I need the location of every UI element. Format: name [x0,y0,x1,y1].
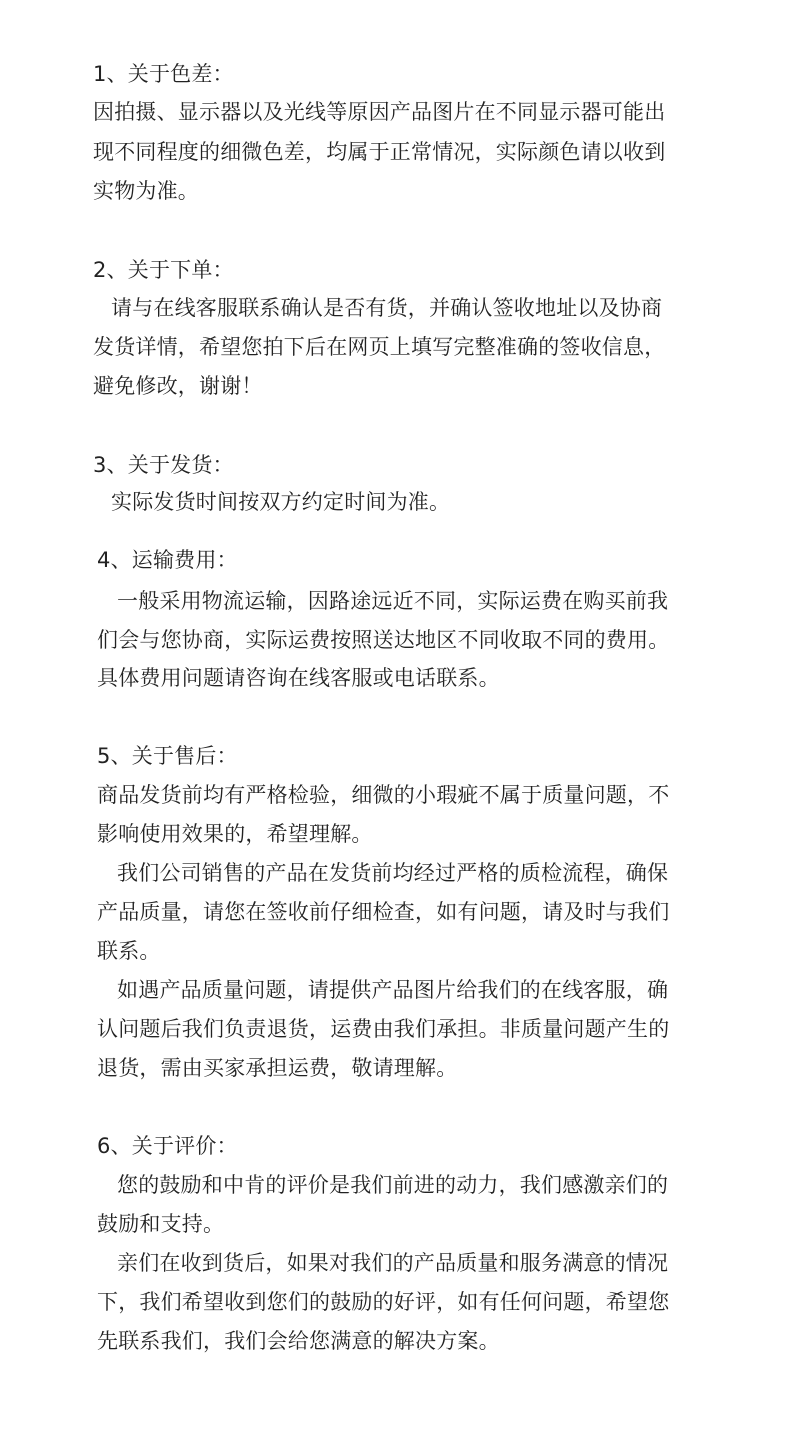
section-3-line-1: 实际发货时间按双方约定时间为准。 [111,490,451,514]
section-5-line-4: 产品质量，请您在签收前仔细检查，如有问题，请及时与我们 [97,900,670,924]
section-2-line-1: 请与在线客服联系确认是否有货，并确认签收地址以及协商 [111,296,663,320]
section-5-line-3: 我们公司销售的产品在发货前均经过严格的质检流程，确保 [117,861,669,885]
section-6-heading: 6、关于评价： [97,1134,238,1158]
section-4-line-1: 一般采用物流运输，因路途远近不同，实际运费在购买前我 [117,589,669,613]
section-2-line-3: 避免修改，谢谢！ [93,374,263,398]
section-1-line-3: 实物为准。 [93,179,199,203]
section-6-line-4: 下，我们希望收到您们的鼓励的好评，如有任何问题，希望您 [97,1290,670,1314]
section-5-heading: 5、关于售后： [97,744,238,768]
section-6-line-1: 您的鼓励和中肯的评价是我们前进的动力，我们感激亲们的 [117,1173,669,1197]
section-1-heading: 1、关于色差： [93,62,234,86]
section-4-line-2: 们会与您协商，实际运费按照送达地区不同收取不同的费用。 [97,628,670,652]
section-4-heading: 4、运输费用： [97,548,238,572]
section-5-line-8: 退货，需由买家承担运费，敬请理解。 [97,1056,458,1080]
section-2-line-2: 发货详情，希望您拍下后在网页上填写完整准确的签收信息， [93,335,666,359]
section-1-line-2: 现不同程度的细微色差，均属于正常情况，实际颜色请以收到 [93,140,666,164]
section-5-line-1: 商品发货前均有严格检验，细微的小瑕疵不属于质量问题，不 [97,783,670,807]
section-3-heading: 3、关于发货： [93,453,234,477]
section-6-line-2: 鼓励和支持。 [97,1212,225,1236]
section-4-line-3: 具体费用问题请咨询在线客服或电话联系。 [97,666,500,690]
section-6-line-3: 亲们在收到货后，如果对我们的产品质量和服务满意的情况 [117,1251,669,1275]
section-5-line-6: 如遇产品质量问题，请提供产品图片给我们的在线客服，确 [117,978,669,1002]
section-1-line-1: 因拍摄、显示器以及光线等原因产品图片在不同显示器可能出 [93,100,666,124]
section-5-line-5: 联系。 [97,939,161,963]
section-2-heading: 2、关于下单： [93,258,234,282]
section-6-line-5: 先联系我们，我们会给您满意的解决方案。 [97,1329,500,1353]
section-5-line-7: 认问题后我们负责退货，运费由我们承担。非质量问题产生的 [97,1017,670,1041]
section-5-line-2: 影响使用效果的，希望理解。 [97,822,373,846]
